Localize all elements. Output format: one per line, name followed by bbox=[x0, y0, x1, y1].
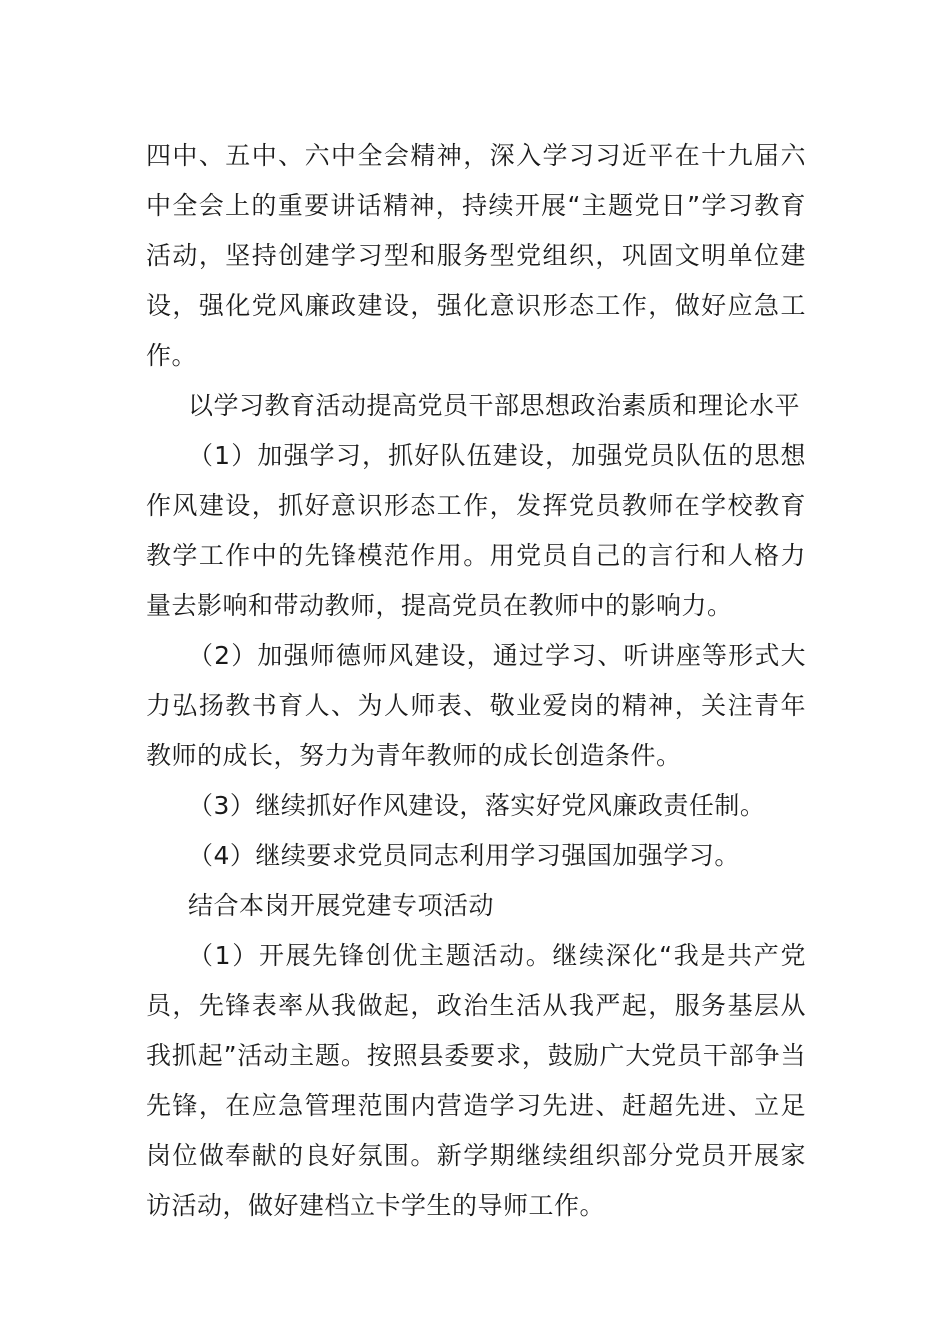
document-body bbox=[146, 131, 806, 1231]
section-heading-study: 以学习教育活动提高党员干部思想政治素质和理论水平 bbox=[188, 391, 801, 420]
paragraph-item-3: （3）继续抓好作风建设，落实好党风廉政责任制。 bbox=[188, 791, 766, 820]
paragraph-item-2: （2）加强师德师风建设，通过学习、听讲座等形式大力弘扬教书育人、为人师表、敬业爱岗的精神，关注青年教师的成长，努力为青年教师的成长创造条件。 bbox=[146, 641, 806, 770]
paragraph-item-1: （1）加强学习，抓好队伍建设，加强党员队伍的思想作风建设，抓好意识形态工作，发挥党员教师在学校教育教学工作中的先锋模范作用。用党员自己的言行和人格力量去影响和带动教师，提高党员在教师中的影响力。 bbox=[146, 441, 806, 620]
paragraph-continuation: 四中、五中、六中全会精神，深入学习习近平在十九届六中全会上的重要讲话精神，持续开展“主题党日”学习教育活动，坚持创建学习型和服务型党组织，巩固文明单位建设，强化党风廉政建设，强化意识形态工作，做好应急工作。 bbox=[146, 141, 806, 370]
section-heading-activities: 结合本岗开展党建专项活动 bbox=[188, 891, 495, 920]
paragraph-activity-1: （1）开展先锋创优主题活动。继续深化“我是共产党员，先锋表率从我做起，政治生活从我严起，服务基层从我抓起”活动主题。按照县委要求，鼓励广大党员干部争当先锋，在应急管理范围内营造学习先进、赶超先进、立足岗位做奉献的良好氛围。新学期继续组织部分党员开展家访活动，做好建档立卡学生的导师工作。 bbox=[146, 941, 806, 1220]
paragraph-item-4: （4）继续要求党员同志利用学习强国加强学习。 bbox=[188, 841, 740, 870]
